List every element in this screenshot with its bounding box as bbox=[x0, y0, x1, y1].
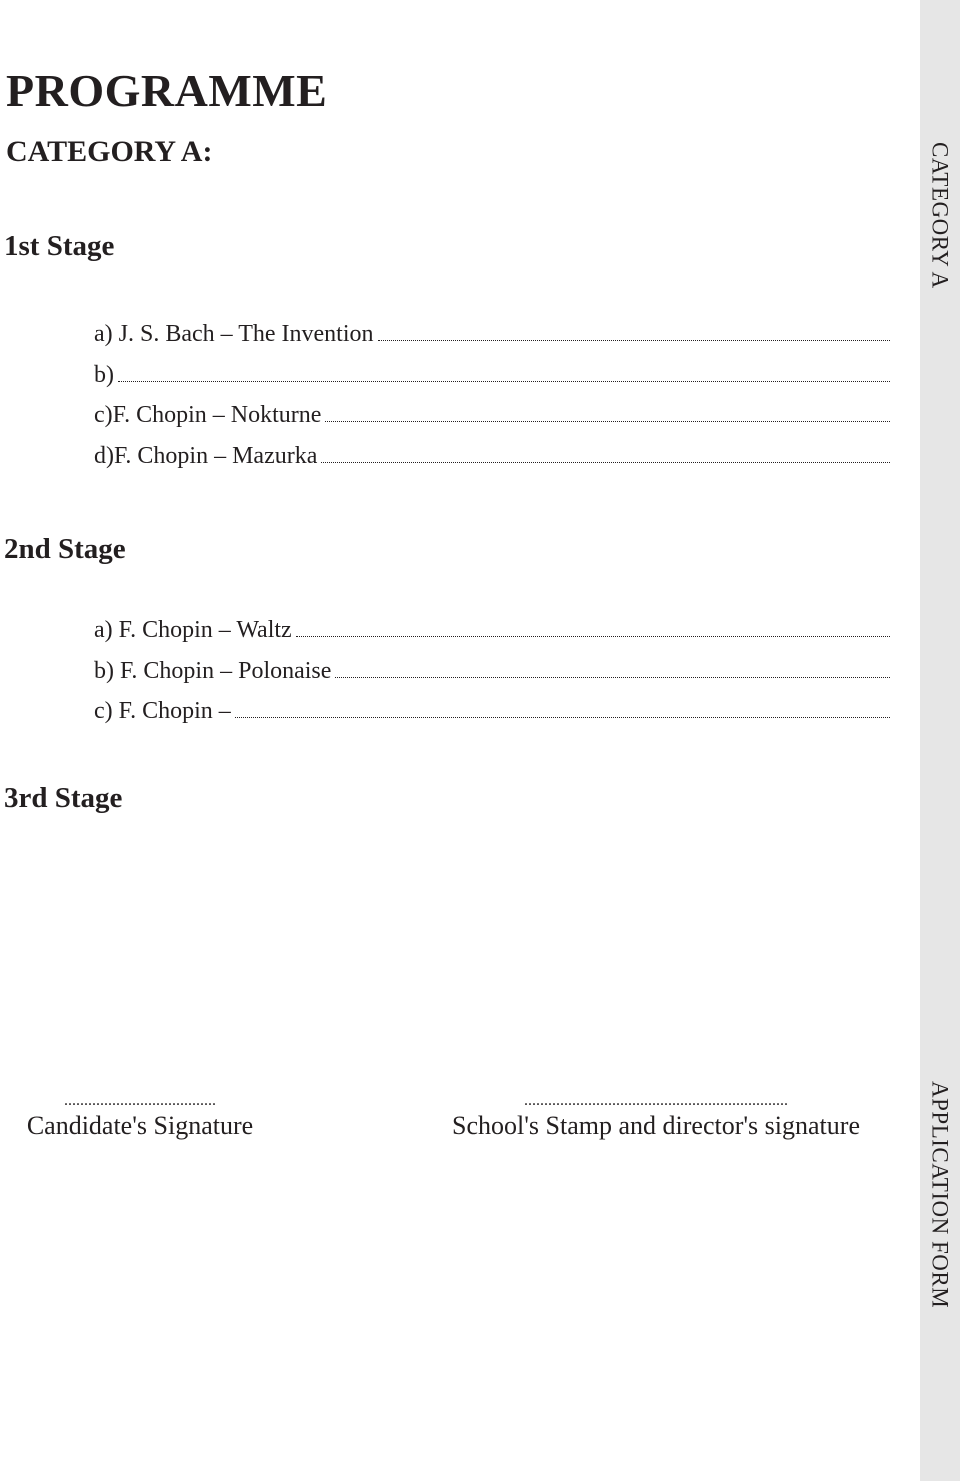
list-item bbox=[94, 403, 890, 444]
dotted-leader bbox=[335, 677, 890, 678]
item-text: a) J. S. Bach – The Invention bbox=[94, 321, 374, 347]
item-text: c)F. Chopin – Nokturne bbox=[94, 402, 322, 428]
dotted-leader bbox=[296, 636, 890, 637]
list-item bbox=[94, 322, 890, 363]
list-item bbox=[94, 363, 890, 404]
signature-line: ...................................... bbox=[64, 1093, 216, 1107]
dotted-leader bbox=[325, 421, 890, 422]
candidate-signature bbox=[10, 1093, 270, 1139]
candidate-signature-label: Candidate's Signature bbox=[26, 1111, 254, 1140]
item-text: b) bbox=[94, 361, 114, 388]
stage-heading-1: 1st Stage bbox=[4, 230, 115, 262]
school-stamp-signature bbox=[424, 1093, 888, 1139]
school-stamp-label: School's Stamp and director's signature bbox=[452, 1111, 860, 1140]
dotted-leader bbox=[235, 717, 890, 718]
stage-2-items bbox=[94, 618, 890, 740]
item-text: a) F. Chopin – Waltz bbox=[94, 617, 292, 643]
dotted-leader bbox=[321, 462, 890, 463]
dotted-leader bbox=[118, 381, 890, 382]
category-heading: CATEGORY A: bbox=[6, 135, 213, 168]
page-title: PROGRAMME bbox=[6, 65, 328, 116]
list-item bbox=[94, 659, 890, 700]
list-item bbox=[94, 618, 890, 659]
stage-1-items bbox=[94, 322, 890, 484]
item-text: d)F. Chopin – Mazurka bbox=[94, 442, 318, 469]
stage-heading-3: 3rd Stage bbox=[4, 782, 123, 814]
side-label-category: CATEGORY A bbox=[927, 142, 953, 289]
side-label-application-form: APPLICATION FORM bbox=[927, 1081, 953, 1309]
stage-heading-2: 2nd Stage bbox=[4, 533, 126, 565]
list-item bbox=[94, 444, 890, 485]
list-item bbox=[94, 699, 890, 740]
dotted-leader bbox=[378, 340, 890, 341]
item-text: b) F. Chopin – Polonaise bbox=[94, 657, 332, 684]
item-text: c) F. Chopin – bbox=[94, 698, 231, 724]
signature-line: .................................................................. bbox=[524, 1093, 788, 1107]
